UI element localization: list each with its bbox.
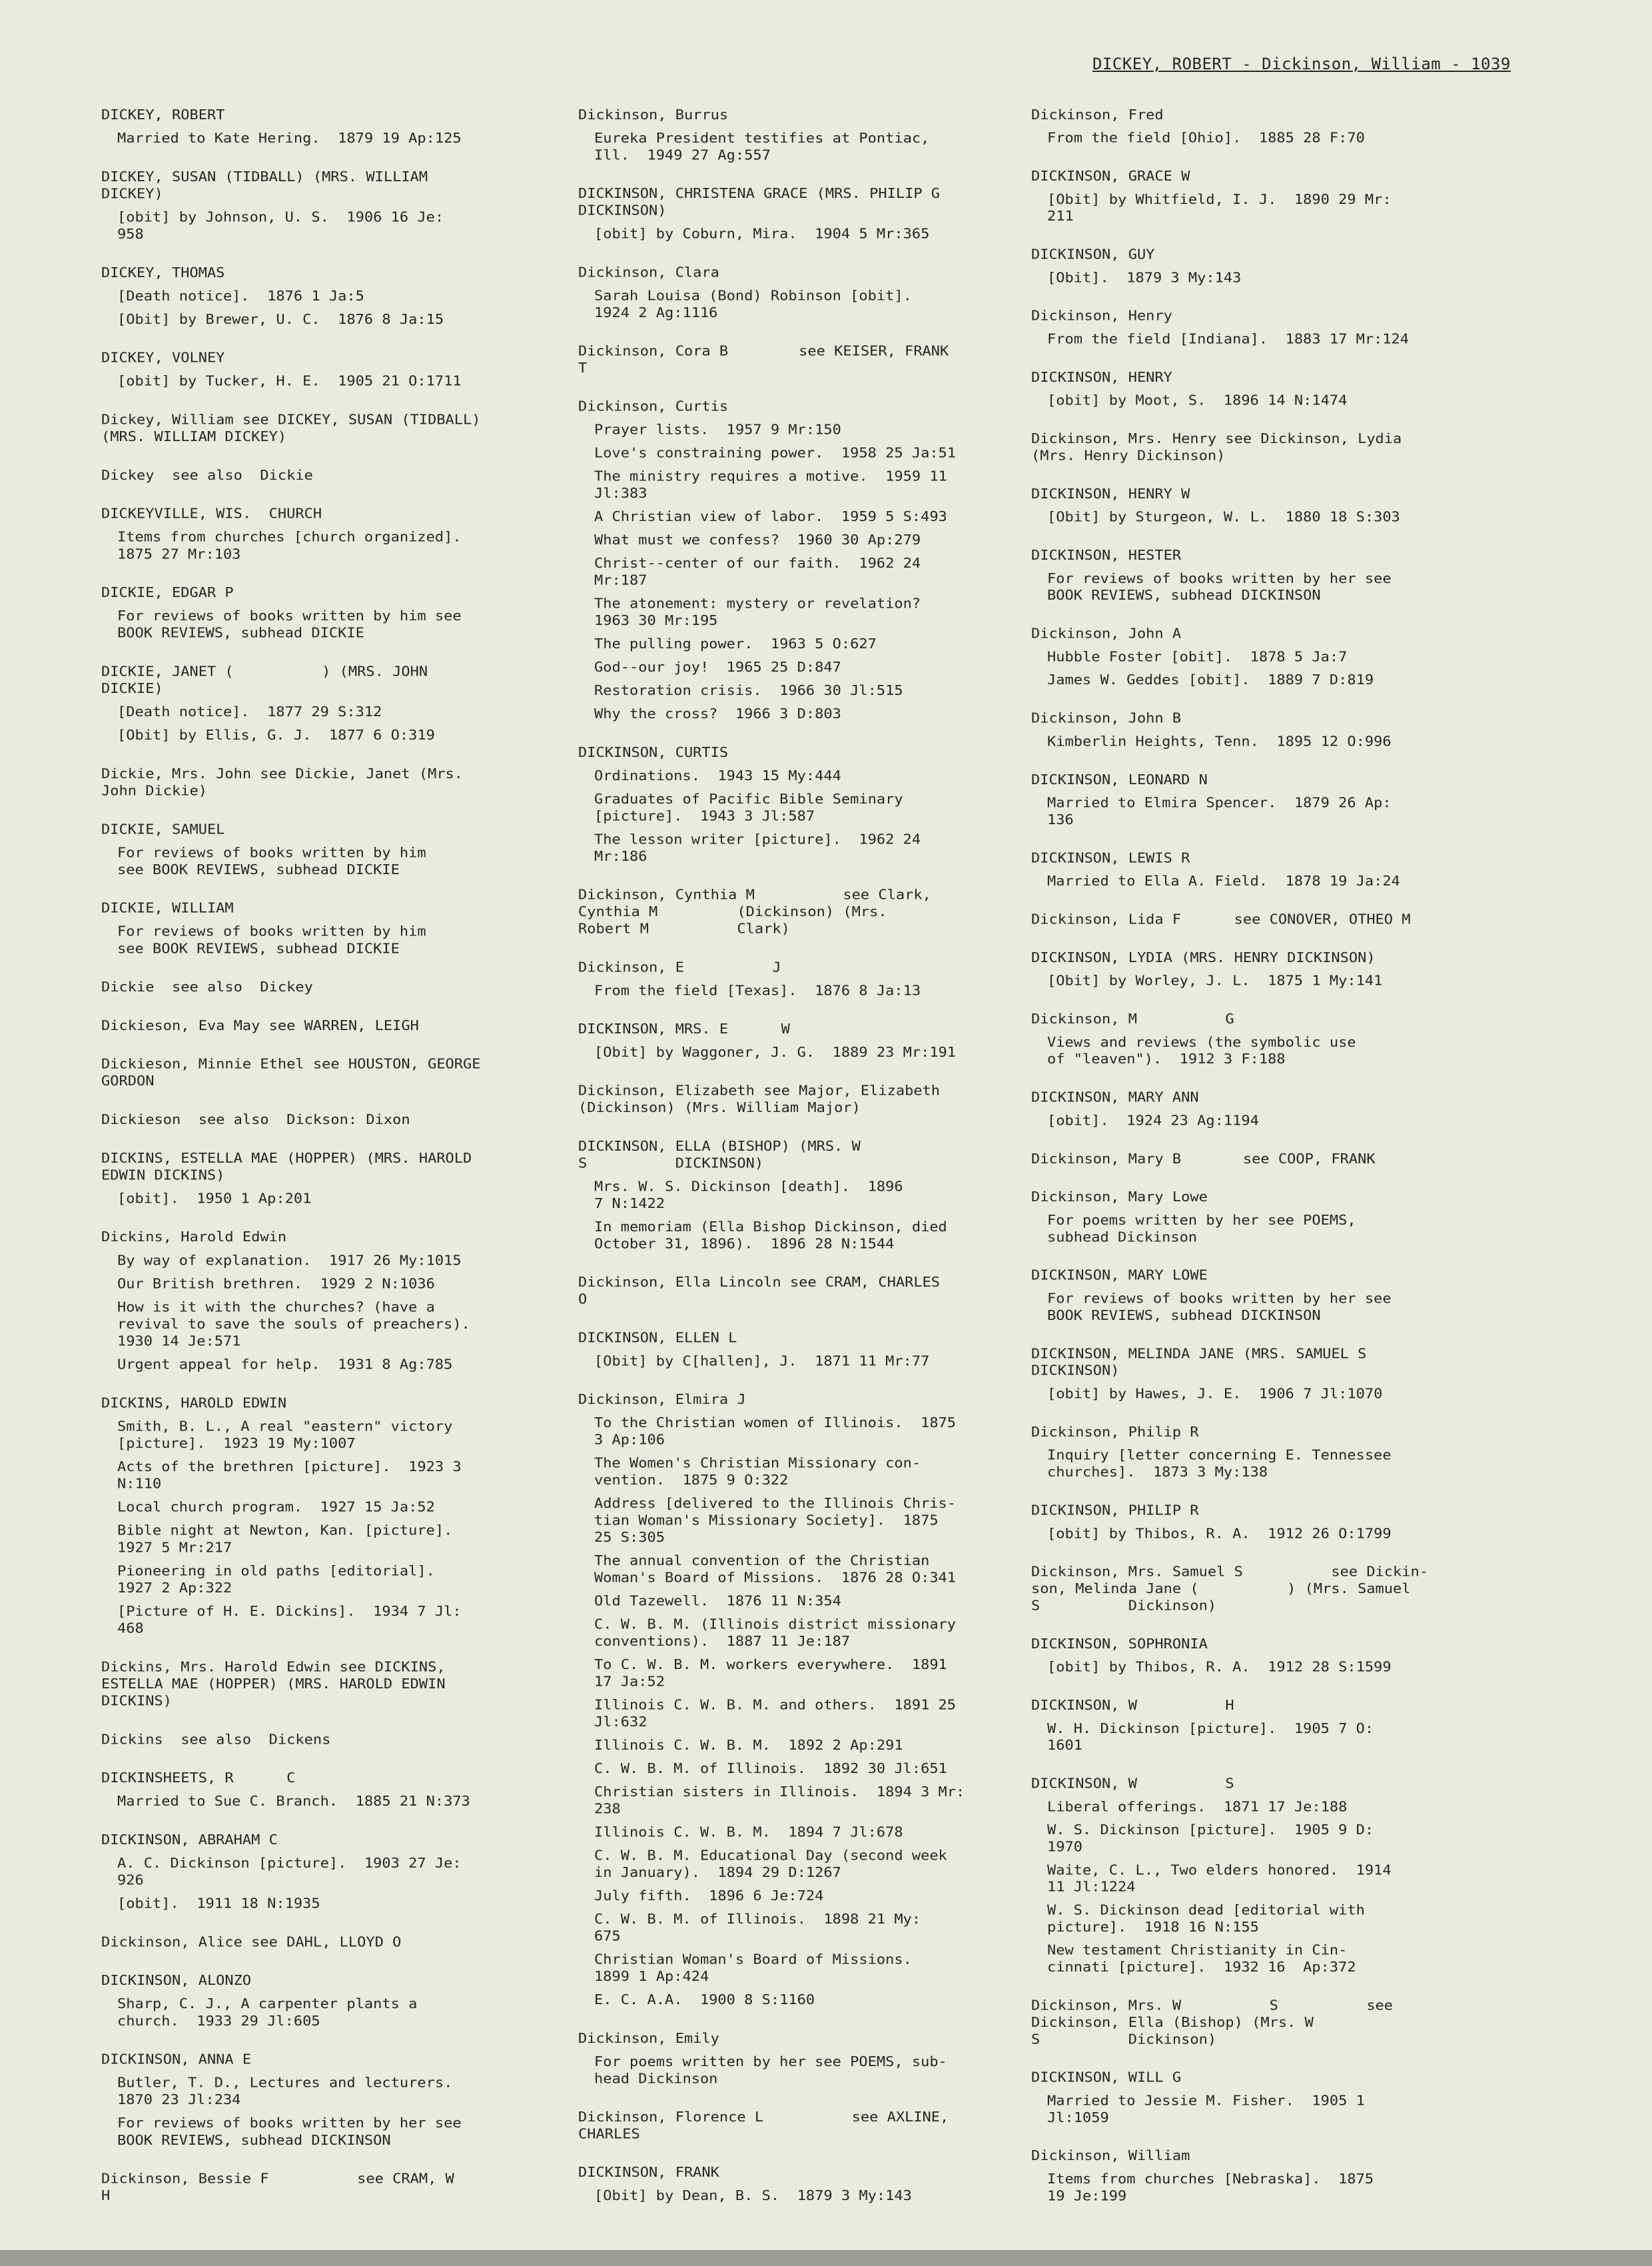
entry-heading: Dickieson, Eva May see WARREN, LEIGH bbox=[101, 1017, 419, 1034]
entry-heading: Dickinson, Mary Lowe bbox=[1031, 1189, 1208, 1205]
entry-citation: Restoration crisis. 1966 30 Jl:515 bbox=[594, 683, 903, 699]
index-entry bbox=[1031, 486, 1471, 526]
index-entry bbox=[101, 1229, 541, 1373]
entry-citation: Old Tazewell. 1876 11 N:354 bbox=[594, 1593, 841, 1610]
entry-heading: DICKINSON, WILL G bbox=[1031, 2069, 1182, 2086]
entry-citation: For reviews of books written by him see BOOK REVIEWS, subhead DICKIE bbox=[117, 845, 426, 878]
entry-citation: [obit]. 1924 23 Ag:1194 bbox=[1047, 1113, 1259, 1129]
entry-heading: DICKINSON, SOPHRONIA bbox=[1031, 1636, 1208, 1652]
index-entry bbox=[1031, 430, 1471, 464]
entry-citation: Graduates of Pacific Bible Seminary [picture]. 1943 3 Jl:587 bbox=[594, 791, 903, 825]
index-entry bbox=[101, 1658, 541, 1710]
entry-citation: What must we confess? 1960 30 Ap:279 bbox=[594, 532, 921, 548]
entry-citation: Acts of the brethren [picture]. 1923 3 N:110 bbox=[117, 1459, 462, 1492]
entry-citation: Sarah Louisa (Bond) Robinson [obit]. 1924 2 Ag:1116 bbox=[594, 288, 912, 321]
entry-heading: DICKINSON, CHRISTENA GRACE (MRS. PHILIP G DICKINSON) bbox=[578, 186, 941, 219]
entry-citation: The annual convention of the Christian Woman's Board of Missions. 1876 28 O:341 bbox=[594, 1553, 957, 1586]
entry-heading: Dickinson, Elizabeth see Major, Elizabeth (Dickinson) (Mrs. William Major) bbox=[578, 1083, 941, 1116]
entry-citation: C. W. B. M. of Illinois. 1898 21 My: 675 bbox=[594, 1912, 921, 1945]
entry-citation: W. H. Dickinson [picture]. 1905 7 O: 1601 bbox=[1047, 1720, 1374, 1754]
entry-citation: For reviews of books written by him see BOOK REVIEWS, subhead DICKIE bbox=[117, 923, 426, 957]
index-entry bbox=[1031, 1697, 1471, 1754]
index-entry bbox=[578, 1274, 1018, 1308]
index-entry bbox=[578, 744, 1018, 865]
index-entry bbox=[101, 107, 541, 147]
entry-heading: DICKEY, VOLNEY bbox=[101, 350, 225, 366]
entry-citation: To the Christian women of Illinois. 1875 3 Ap:106 bbox=[594, 1415, 957, 1448]
entry-citation: Love's constraining power. 1958 25 Ja:51 bbox=[594, 445, 957, 462]
entry-citation: Married to Ella A. Field. 1878 19 Ja:24 bbox=[1047, 873, 1400, 889]
index-entry bbox=[578, 398, 1018, 723]
entry-citation: God--our joy! 1965 25 D:847 bbox=[594, 660, 841, 676]
entry-citation: Our British brethren. 1929 2 N:1036 bbox=[117, 1276, 435, 1293]
entry-citation: Items from churches [Nebraska]. 1875 19 Je:199 bbox=[1047, 2171, 1374, 2205]
entry-heading: Dickieson, Minnie Ethel see HOUSTON, GEORGE GORDON bbox=[101, 1056, 481, 1089]
entry-heading: Dickey see also Dickie bbox=[101, 467, 313, 484]
entry-citation: The atonement: mystery or revelation? 1963 30 Mr:195 bbox=[594, 596, 921, 629]
entry-citation: W. S. Dickinson dead [editorial with picture]. 1918 16 N:155 bbox=[1047, 1902, 1365, 1936]
entry-citation: [Obit]. 1879 3 My:143 bbox=[1047, 270, 1242, 286]
entry-citation: Illinois C. W. B. M. 1894 7 Jl:678 bbox=[594, 1824, 903, 1841]
entry-heading: Dickinson, Mrs. Henry see Dickinson, Lydia (Mrs. Henry Dickinson) bbox=[1031, 431, 1402, 464]
entry-heading: DICKINSON, ALONZO bbox=[101, 1973, 252, 1989]
index-entry bbox=[101, 1056, 541, 1090]
index-entry bbox=[101, 900, 541, 957]
entry-heading: Dickinson, Fred bbox=[1031, 107, 1164, 123]
index-column-2 bbox=[578, 107, 1018, 2226]
entry-citation: [Picture of H. E. Dickins]. 1934 7 Jl: 468 bbox=[117, 1603, 462, 1637]
entry-citation: [Obit] by Brewer, U. C. 1876 8 Ja:15 bbox=[117, 311, 444, 328]
entry-citation: [Death notice]. 1877 29 S:312 bbox=[117, 704, 382, 720]
entry-citation: For poems written by her see POEMS, sub- head Dickinson bbox=[594, 2053, 947, 2087]
index-entry bbox=[101, 1731, 541, 1748]
entry-citation: [Obit] by Dean, B. S. 1879 3 My:143 bbox=[594, 2188, 912, 2204]
entry-citation: C. W. B. M. of Illinois. 1892 30 Jl:651 bbox=[594, 1761, 947, 1777]
entry-heading: Dickinson, E J bbox=[578, 959, 781, 975]
entry-citation: [obit] by Moot, S. 1896 14 N:1474 bbox=[1047, 392, 1348, 409]
entry-heading: Dickinson, John B bbox=[1031, 710, 1182, 727]
index-entry bbox=[101, 1934, 541, 1951]
entry-citation: [Obit] by Worley, J. L. 1875 1 My:141 bbox=[1047, 973, 1383, 989]
entry-heading: DICKEYVILLE, WIS. CHURCH bbox=[101, 506, 322, 522]
entry-heading: DICKINSON, LEONARD N bbox=[1031, 772, 1208, 788]
entry-heading: DICKINSON, ABRAHAM C bbox=[101, 1832, 278, 1848]
index-entry bbox=[101, 2171, 541, 2205]
entry-heading: Dickinson, M G bbox=[1031, 1011, 1234, 1027]
index-entry bbox=[1031, 547, 1471, 604]
index-entry bbox=[1031, 949, 1471, 989]
index-entry bbox=[101, 1832, 541, 1912]
entry-citation: [obit] by Johnson, U. S. 1906 16 Je: 958 bbox=[117, 209, 444, 243]
entry-heading: Dickinson, John A bbox=[1031, 626, 1182, 642]
entry-heading: DICKIE, WILLIAM bbox=[101, 900, 234, 917]
index-entry bbox=[101, 2051, 541, 2149]
entry-citation: The ministry requires a motive. 1959 11 Jl:383 bbox=[594, 468, 947, 502]
entry-heading: Dickins, Mrs. Harold Edwin see DICKINS, ESTELLA MAE (HOPPER) (MRS. HAROLD EDWIN DICKINS) bbox=[101, 1659, 446, 1710]
index-entry bbox=[101, 467, 541, 484]
entry-citation: W. S. Dickinson [picture]. 1905 9 D: 1970 bbox=[1047, 1822, 1374, 1856]
entry-citation: [obit] by Coburn, Mira. 1904 5 Mr:365 bbox=[594, 226, 930, 243]
entry-citation: E. C. A.A. 1900 8 S:1160 bbox=[594, 1992, 815, 2008]
entry-heading: Dickinson, Henry bbox=[1031, 308, 1172, 324]
index-entry bbox=[1031, 1997, 1471, 2048]
entry-heading: Dickinson, Mary B see COOP, FRANK bbox=[1031, 1151, 1376, 1167]
entry-heading: DICKINSON, HESTER bbox=[1031, 548, 1182, 564]
entry-heading: Dickinson, Emily bbox=[578, 2030, 719, 2047]
index-entry bbox=[101, 506, 541, 563]
entry-citation: Hubble Foster [obit]. 1878 5 Ja:7 bbox=[1047, 649, 1348, 666]
entry-heading: Dickinson, Lida F see CONOVER, OTHEO M bbox=[1031, 911, 1411, 928]
index-entry bbox=[1031, 1189, 1471, 1246]
index-entry bbox=[578, 1083, 1018, 1117]
entry-citation: [obit]. 1950 1 Ap:201 bbox=[117, 1191, 312, 1207]
index-entry bbox=[1031, 1564, 1471, 1614]
entry-heading: DICKINSON, W H bbox=[1031, 1698, 1234, 1714]
index-entry bbox=[101, 821, 541, 878]
entry-citation: Waite, C. L., Two elders honored. 1914 11 Jl:1224 bbox=[1047, 1862, 1392, 1896]
entry-citation: Mrs. W. S. Dickinson [death]. 1896 7 N:1422 bbox=[594, 1179, 903, 1212]
index-entry bbox=[101, 1972, 541, 2029]
index-entry bbox=[578, 2164, 1018, 2205]
index-entry bbox=[1031, 626, 1471, 689]
index-entry bbox=[578, 1329, 1018, 1370]
index-entry bbox=[1031, 2147, 1471, 2205]
index-entry bbox=[101, 584, 541, 642]
entry-heading: DICKEY, ROBERT bbox=[101, 107, 225, 123]
entry-heading: Dickinson, William bbox=[1031, 2148, 1190, 2164]
index-entry bbox=[1031, 168, 1471, 225]
entry-heading: DICKINSON, LEWIS R bbox=[1031, 850, 1190, 866]
entry-citation: Married to Sue C. Branch. 1885 21 N:373 bbox=[117, 1794, 470, 1810]
index-entry bbox=[101, 664, 541, 744]
entry-citation: Liberal offerings. 1871 17 Je:188 bbox=[1047, 1799, 1348, 1815]
index-column-3 bbox=[1031, 107, 1471, 2226]
entry-heading: Dickie, Mrs. John see Dickie, Janet (Mrs. John Dickie) bbox=[101, 766, 464, 800]
entry-citation: Butler, T. D., Lectures and lecturers. 1870 23 Jl:234 bbox=[117, 2075, 453, 2108]
entry-heading: DICKINSON, W S bbox=[1031, 1776, 1234, 1792]
entry-heading: DICKINSON, HENRY W bbox=[1031, 486, 1190, 502]
index-entry bbox=[101, 1770, 541, 1810]
entry-citation: [Obit] by Ellis, G. J. 1877 6 O:319 bbox=[117, 728, 435, 744]
entry-citation: The Women's Christian Missionary con- vention. 1875 9 O:322 bbox=[594, 1455, 921, 1488]
index-entry bbox=[578, 1391, 1018, 2009]
entry-heading: DICKINSON, GRACE W bbox=[1031, 169, 1190, 185]
entry-heading: Dickinson, Elmira J bbox=[578, 1392, 746, 1408]
index-entry bbox=[101, 1395, 541, 1637]
index-entry bbox=[1031, 1636, 1471, 1676]
index-entry bbox=[1031, 2069, 1471, 2127]
index-column-1 bbox=[101, 107, 541, 2226]
entry-citation: From the field [Texas]. 1876 8 Ja:13 bbox=[594, 983, 921, 999]
entry-citation: By way of explanation. 1917 26 My:1015 bbox=[117, 1253, 462, 1269]
entry-heading: DICKINSON, MARY ANN bbox=[1031, 1089, 1199, 1106]
entry-heading: Dickinson, Curtis bbox=[578, 398, 729, 415]
entry-citation: To C. W. B. M. workers everywhere. 1891 17 Ja:52 bbox=[594, 1657, 947, 1690]
index-entry bbox=[578, 264, 1018, 321]
entry-heading: DICKINSON, MARY LOWE bbox=[1031, 1267, 1208, 1284]
entry-citation: For poems written by her see POEMS, subhead Dickinson bbox=[1047, 1213, 1356, 1246]
entry-heading: Dickinson, Ella Lincoln see CRAM, CHARLES O bbox=[578, 1275, 941, 1308]
index-entry bbox=[1031, 1424, 1471, 1481]
entry-heading: DICKINSON, MRS. E W bbox=[578, 1021, 790, 1037]
index-entry bbox=[1031, 772, 1471, 829]
entry-citation: For reviews of books written by him see BOOK REVIEWS, subhead DICKIE bbox=[117, 608, 462, 642]
index-entry bbox=[1031, 1089, 1471, 1129]
entry-heading: Dickinson, Bessie F see CRAM, W H bbox=[101, 2171, 454, 2204]
index-entry bbox=[1031, 1151, 1471, 1167]
index-entry bbox=[1031, 1267, 1471, 1325]
index-entry bbox=[578, 1138, 1018, 1253]
index-entry bbox=[101, 766, 541, 800]
entry-citation: C. W. B. M. (Illinois district missionary conventions). 1887 11 Je:187 bbox=[594, 1616, 957, 1650]
entry-citation: Eureka President testifies at Pontiac, Ill. 1949 27 Ag:557 bbox=[594, 130, 930, 164]
entry-heading: DICKINSON, ELLEN L bbox=[578, 1330, 737, 1346]
entry-citation: Married to Jessie M. Fisher. 1905 1 Jl:1059 bbox=[1047, 2093, 1365, 2126]
entry-citation: Inquiry [letter concerning E. Tennessee churches]. 1873 3 My:138 bbox=[1047, 1447, 1392, 1480]
index-entry bbox=[1031, 1011, 1471, 1068]
entry-heading: Dickinson, Mrs. Samuel S see Dickin- son, Melinda Jane ( ) (Mrs. Samuel S Dickinson) bbox=[1031, 1564, 1429, 1614]
entry-citation: Kimberlin Heights, Tenn. 1895 12 O:996 bbox=[1047, 734, 1392, 750]
index-entry bbox=[1031, 1346, 1471, 1403]
entry-heading: Dickinson, Burrus bbox=[578, 107, 729, 123]
entry-heading: DICKINSON, HENRY bbox=[1031, 370, 1172, 386]
index-entry bbox=[1031, 107, 1471, 147]
entry-heading: Dickinson, Philip R bbox=[1031, 1424, 1199, 1440]
entry-citation: James W. Geddes [obit]. 1889 7 D:819 bbox=[1047, 672, 1374, 688]
entry-heading: DICKINSON, PHILIP R bbox=[1031, 1502, 1199, 1519]
entry-citation: Pioneering in old paths [editorial]. 1927 2 Ap:322 bbox=[117, 1563, 435, 1596]
entry-heading: Dickins, Harold Edwin bbox=[101, 1229, 287, 1245]
index-entry bbox=[578, 185, 1018, 243]
entry-heading: Dickinson, Cynthia M see Clark, Cynthia M (Dickinson) (Mrs. Robert M Clark) bbox=[578, 887, 931, 937]
entry-citation: Urgent appeal for help. 1931 8 Ag:785 bbox=[117, 1357, 453, 1373]
index-entry bbox=[101, 350, 541, 390]
index-entry bbox=[1031, 1776, 1471, 1976]
running-header: DICKEY, ROBERT - Dickinson, William - 1039 bbox=[1092, 55, 1511, 73]
index-entry bbox=[101, 1111, 541, 1129]
entry-citation: Ordinations. 1943 15 My:444 bbox=[594, 768, 841, 784]
entry-heading: DICKINSON, MELINDA JANE (MRS. SAMUEL S DICKINSON) bbox=[1031, 1346, 1367, 1379]
entry-heading: Dickey, William see DICKEY, SUSAN (TIDBALL) (MRS. WILLIAM DICKEY) bbox=[101, 412, 481, 445]
entry-heading: Dickie see also Dickey bbox=[101, 979, 313, 995]
entry-citation: A Christian view of labor. 1959 5 S:493 bbox=[594, 509, 947, 525]
entry-heading: DICKINSON, GUY bbox=[1031, 247, 1155, 263]
entry-citation: Christ--center of our faith. 1962 24 Mr:187 bbox=[594, 556, 921, 589]
index-entry bbox=[1031, 308, 1471, 348]
entry-citation: [obit] by Tucker, H. E. 1905 21 O:1711 bbox=[117, 373, 462, 390]
entry-citation: Christian sisters in Illinois. 1894 3 Mr: 238 bbox=[594, 1784, 965, 1818]
entry-citation: In memoriam (Ella Bishop Dickinson, died October 31, 1896). 1896 28 N:1544 bbox=[594, 1219, 947, 1253]
index-entry bbox=[101, 1017, 541, 1035]
entry-heading: DICKEY, THOMAS bbox=[101, 265, 225, 281]
entry-heading: Dickinson, Mrs. W S see Dickinson, Ella (Bishop) (Mrs. W S Dickinson) bbox=[1031, 1997, 1394, 2047]
entry-heading: DICKIE, JANET ( ) (MRS. JOHN DICKIE) bbox=[101, 664, 428, 697]
index-entry bbox=[578, 959, 1018, 999]
index-entry bbox=[1031, 911, 1471, 928]
entry-citation: Illinois C. W. B. M. and others. 1891 25 Jl:632 bbox=[594, 1697, 957, 1730]
index-entry bbox=[1031, 369, 1471, 409]
entry-heading: Dickinson, Clara bbox=[578, 265, 719, 281]
entry-heading: DICKINS, HAROLD EDWIN bbox=[101, 1395, 287, 1412]
entry-citation: The lesson writer [picture]. 1962 24 Mr:186 bbox=[594, 832, 921, 865]
entry-citation: From the field [Ohio]. 1885 28 F:70 bbox=[1047, 130, 1365, 147]
entry-heading: Dickins see also Dickens bbox=[101, 1732, 331, 1748]
index-entry bbox=[101, 979, 541, 996]
entry-citation: [Obit] by Waggoner, J. G. 1889 23 Mr:191 bbox=[594, 1044, 957, 1061]
entry-citation: Married to Kate Hering. 1879 19 Ap:125 bbox=[117, 130, 462, 147]
entry-citation: Bible night at Newton, Kan. [picture]. 1927 5 Mr:217 bbox=[117, 1522, 453, 1556]
entry-citation: [obit] by Hawes, J. E. 1906 7 Jl:1070 bbox=[1047, 1386, 1383, 1403]
entry-citation: [Death notice]. 1876 1 Ja:5 bbox=[117, 288, 364, 304]
entry-citation: Sharp, C. J., A carpenter plants a church. 1933 29 Jl:605 bbox=[117, 1996, 418, 2029]
entry-citation: From the field [Indiana]. 1883 17 Mr:124 bbox=[1047, 331, 1410, 348]
entry-citation: Illinois C. W. B. M. 1892 2 Ap:291 bbox=[594, 1738, 903, 1754]
index-entry bbox=[101, 265, 541, 328]
index-entry bbox=[578, 2109, 1018, 2143]
entry-heading: Dickinson, Florence L see AXLINE, CHARLES bbox=[578, 2109, 949, 2143]
entry-citation: Christian Woman's Board of Missions. 1899 1 Ap:424 bbox=[594, 1952, 912, 1985]
entry-citation: New testament Christianity in Cin- cinnati [picture]. 1932 16 Ap:372 bbox=[1047, 1942, 1356, 1976]
index-entry bbox=[578, 2030, 1018, 2087]
entry-heading: Dickinson, Alice see DAHL, LLOYD O bbox=[101, 1934, 402, 1951]
index-entry bbox=[578, 343, 1018, 377]
entry-citation: Prayer lists. 1957 9 Mr:150 bbox=[594, 422, 841, 438]
index-entry bbox=[1031, 1502, 1471, 1542]
entry-heading: DICKINSON, ANNA E bbox=[101, 2051, 252, 2068]
index-entry bbox=[578, 107, 1018, 164]
entry-citation: How is it with the churches? (have a revival to save the souls of preachers). 1930 14 Je:571 bbox=[117, 1299, 470, 1350]
entry-heading: DICKIE, EDGAR P bbox=[101, 585, 234, 601]
index-entry bbox=[101, 169, 541, 243]
entry-heading: DICKINSON, LYDIA (MRS. HENRY DICKINSON) bbox=[1031, 950, 1376, 966]
entry-heading: DICKINSHEETS, R C bbox=[101, 1770, 296, 1786]
entry-citation: A. C. Dickinson [picture]. 1903 27 Je: 926 bbox=[117, 1855, 462, 1889]
entry-heading: DICKEY, SUSAN (TIDBALL) (MRS. WILLIAM DICKEY) bbox=[101, 169, 428, 203]
entry-citation: Address [delivered to the Illinois Chris- tian Woman's Missionary Society]. 1875 25 S:305 bbox=[594, 1496, 957, 1546]
entry-citation: Married to Elmira Spencer. 1879 26 Ap: 136 bbox=[1047, 795, 1392, 828]
index-entry bbox=[101, 412, 541, 446]
entry-heading: DICKINS, ESTELLA MAE (HOPPER) (MRS. HAROLD EDWIN DICKINS) bbox=[101, 1150, 472, 1184]
index-entry bbox=[1031, 710, 1471, 750]
index-entry bbox=[578, 887, 1018, 938]
entry-heading: Dickinson, Cora B see KEISER, FRANK T bbox=[578, 343, 949, 376]
entry-citation: [obit] by Thibos, R. A. 1912 28 S:1599 bbox=[1047, 1659, 1392, 1676]
entry-citation: Local church program. 1927 15 Ja:52 bbox=[117, 1499, 435, 1516]
entry-citation: [obit]. 1911 18 N:1935 bbox=[117, 1896, 320, 1912]
entry-heading: DICKIE, SAMUEL bbox=[101, 822, 225, 838]
entry-citation: For reviews of books written by her see BOOK REVIEWS, subhead DICKINSON bbox=[1047, 570, 1392, 604]
index-entry bbox=[1031, 247, 1471, 286]
entry-citation: [obit] by Thibos, R. A. 1912 26 O:1799 bbox=[1047, 1526, 1392, 1542]
entry-citation: C. W. B. M. Educational Day (second week in January). 1894 29 D:1267 bbox=[594, 1848, 947, 1881]
entry-citation: Items from churches [church organized]. 1875 27 Mr:103 bbox=[117, 529, 462, 562]
entry-heading: Dickieson see also Dickson: Dixon bbox=[101, 1112, 410, 1128]
entry-citation: For reviews of books written by her see BOOK REVIEWS, subhead DICKINSON bbox=[117, 2115, 462, 2149]
entry-citation: Why the cross? 1966 3 D:803 bbox=[594, 706, 841, 722]
entry-heading: DICKINSON, CURTIS bbox=[578, 744, 729, 761]
entry-citation: Smith, B. L., A real "eastern" victory [picture]. 1923 19 My:1007 bbox=[117, 1418, 453, 1452]
entry-citation: Views and reviews (the symbolic use of "leaven"). 1912 3 F:188 bbox=[1047, 1034, 1356, 1067]
entry-heading: DICKINSON, ELLA (BISHOP) (MRS. W S DICKINSON) bbox=[578, 1138, 861, 1172]
entry-citation: July fifth. 1896 6 Je:724 bbox=[594, 1888, 824, 1904]
index-entry bbox=[101, 1150, 541, 1207]
entry-citation: [Obit] by Sturgeon, W. L. 1880 18 S:303 bbox=[1047, 509, 1400, 526]
entry-citation: The pulling power. 1963 5 O:627 bbox=[594, 636, 877, 652]
entry-citation: For reviews of books written by her see BOOK REVIEWS, subhead DICKINSON bbox=[1047, 1291, 1392, 1324]
entry-citation: [Obit] by Whitfield, I. J. 1890 29 Mr: 211 bbox=[1047, 191, 1392, 225]
index-entry bbox=[1031, 850, 1471, 890]
entry-citation: [Obit] by C[hallen], J. 1871 11 Mr:77 bbox=[594, 1353, 930, 1369]
scan-edge-strip bbox=[0, 2250, 1652, 2266]
index-entry bbox=[578, 1021, 1018, 1061]
entry-heading: DICKINSON, FRANK bbox=[578, 2165, 719, 2181]
